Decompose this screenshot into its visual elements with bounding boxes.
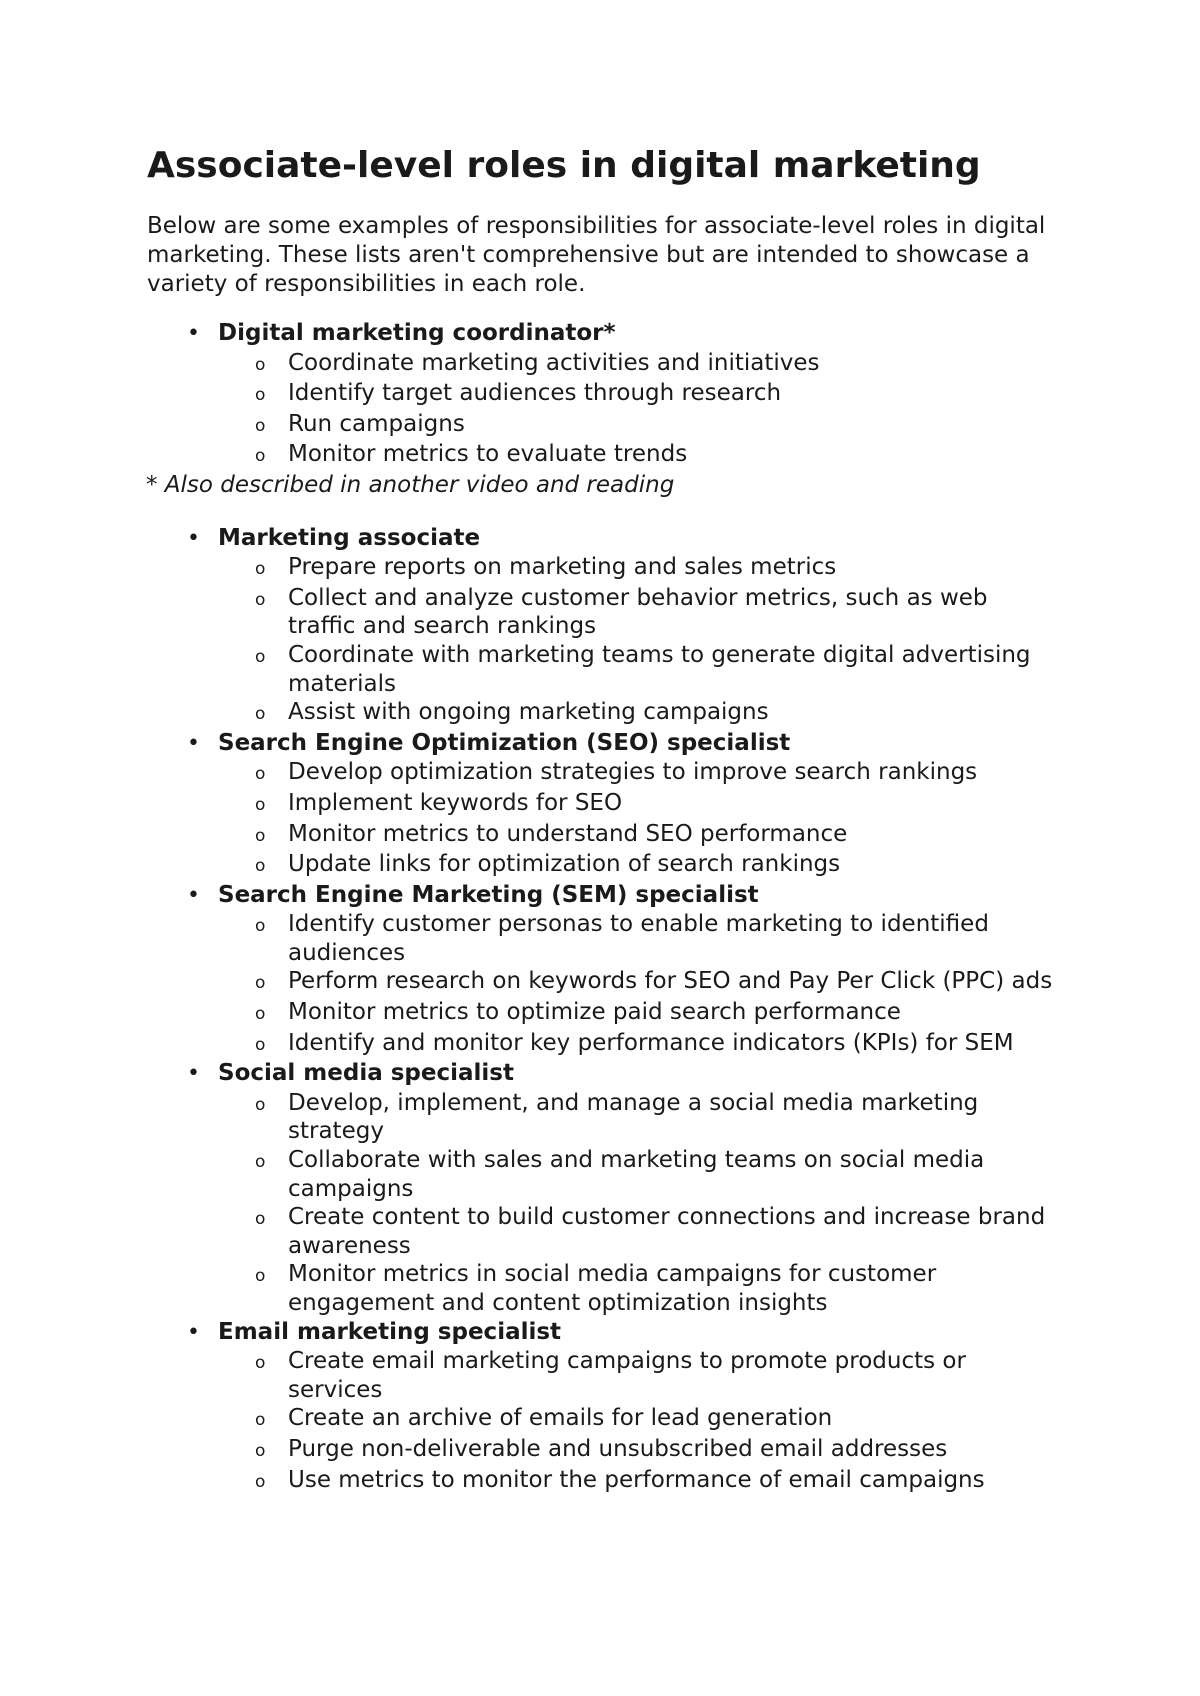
bullet-icon: • [187, 1319, 200, 1345]
duty-text: Coordinate with marketing teams to generate digital advertising materials [288, 641, 1031, 697]
duty-list [147, 910, 1077, 1059]
duty-text: Monitor metrics to evaluate trends [288, 441, 688, 468]
list-item [147, 1029, 1077, 1060]
role-title: Search Engine Optimization (SEO) specialist [218, 729, 791, 756]
duty-text: Monitor metrics in social media campaigns for customer engagement and content optimization insights [288, 1261, 937, 1316]
duty-text: Purge non-deliverable and unsubscribed email addresses [288, 1435, 948, 1462]
duty-text: Create content to build customer connections and increase brand awareness [288, 1204, 1046, 1259]
sub-bullet-icon: o [255, 1353, 266, 1374]
list-item [147, 910, 1077, 967]
list-item [147, 1146, 1077, 1203]
bullet-icon: • [187, 1061, 200, 1087]
duty-text: Develop, implement, and manage a social media marketing strategy [288, 1089, 979, 1145]
duty-text: Monitor metrics to optimize paid search performance [288, 999, 901, 1026]
list-item [147, 641, 1077, 698]
intro-paragraph: Below are some examples of responsibilities for associate-level roles in digital marketing. These lists aren't comprehensive but are intended to showcase a variety of responsibilities in each role. [147, 213, 1046, 297]
duty-text: Use metrics to monitor the performance of email campaigns [288, 1466, 985, 1493]
roles-list [147, 319, 1077, 1496]
list-item [147, 1260, 1077, 1317]
duty-text: Identify target audiences through research [288, 380, 782, 407]
list-item [147, 850, 1077, 881]
duty-text: Create email marketing campaigns to promote products or services [288, 1348, 966, 1403]
duty-text: Implement keywords for SEO [288, 789, 623, 816]
duty-text: Develop optimization strategies to improve search rankings [288, 759, 978, 786]
sub-bullet-icon: o [255, 1034, 266, 1055]
list-item [147, 758, 1077, 789]
list-item [147, 998, 1077, 1029]
role-heading [147, 319, 1077, 349]
list-item [147, 1089, 1077, 1146]
list-item [147, 789, 1077, 820]
role-heading [147, 729, 1077, 759]
duty-text: Prepare reports on marketing and sales metrics [288, 554, 837, 581]
sub-bullet-icon: o [255, 1152, 266, 1173]
duty-list [147, 349, 1077, 471]
page-title: Associate-level roles in digital marketing [147, 145, 981, 186]
sub-bullet-icon: o [255, 446, 266, 467]
role-title: Marketing associate [218, 524, 481, 551]
role-title: Digital marketing coordinator* [218, 320, 616, 346]
duty-text: Collaborate with sales and marketing teams on social media campaigns [288, 1147, 985, 1202]
sub-bullet-icon: o [255, 825, 266, 846]
list-item [147, 553, 1077, 584]
duty-text: Collect and analyze customer behavior metrics, such as web traffic and search rankings [288, 584, 988, 640]
sub-bullet-icon: o [255, 1004, 266, 1025]
bullet-icon: • [187, 882, 200, 908]
role-heading [147, 524, 1077, 554]
duty-text: Monitor metrics to understand SEO performance [288, 820, 848, 847]
list-item [147, 410, 1077, 441]
sub-bullet-icon: o [255, 589, 266, 610]
duty-list [147, 1347, 1077, 1496]
sub-bullet-icon: o [255, 973, 266, 994]
list-item [147, 820, 1077, 851]
role-section [147, 319, 1077, 500]
list-item [147, 440, 1077, 471]
role-title: Email marketing specialist [218, 1318, 562, 1345]
sub-bullet-icon: o [255, 1471, 266, 1492]
list-item [147, 1466, 1077, 1497]
sub-bullet-icon: o [255, 794, 266, 815]
sub-bullet-icon: o [255, 1094, 266, 1115]
sub-bullet-icon: o [255, 704, 266, 725]
bullet-icon: • [187, 730, 200, 756]
list-item [147, 1435, 1077, 1466]
sub-bullet-icon: o [255, 1266, 266, 1287]
role-section [147, 881, 1077, 1060]
duty-text: Run campaigns [288, 410, 465, 437]
footnote: * Also described in another video and reading [146, 471, 675, 498]
sub-bullet-icon: o [255, 385, 266, 406]
role-section [147, 524, 1077, 729]
role-title: Search Engine Marketing (SEM) specialist [218, 881, 759, 908]
list-item [147, 1203, 1077, 1260]
duty-list [147, 553, 1077, 729]
role-heading [147, 1318, 1077, 1348]
list-item [147, 1347, 1077, 1404]
role-section [147, 729, 1077, 881]
sub-bullet-icon: o [255, 1440, 266, 1461]
bullet-icon: • [187, 525, 200, 551]
list-item [147, 698, 1077, 729]
list-item [147, 1404, 1077, 1435]
duty-list [147, 1089, 1077, 1318]
sub-bullet-icon: o [255, 1209, 266, 1230]
duty-text: Update links for optimization of search rankings [288, 851, 841, 878]
duty-text: Coordinate marketing activities and initiatives [288, 349, 820, 376]
role-heading [147, 1059, 1077, 1089]
sub-bullet-icon: o [255, 646, 266, 667]
sub-bullet-icon: o [255, 559, 266, 580]
duty-text: Identify customer personas to enable marketing to identified audiences [288, 911, 989, 966]
role-heading [147, 881, 1077, 911]
bullet-icon: • [187, 321, 200, 346]
duty-text: Identify and monitor key performance indicators (KPIs) for SEM [288, 1029, 1014, 1056]
list-item [147, 349, 1077, 380]
sub-bullet-icon: o [255, 856, 266, 877]
role-title: Social media specialist [218, 1060, 514, 1087]
duty-list [147, 758, 1077, 880]
sub-bullet-icon: o [255, 354, 266, 375]
list-item [147, 584, 1077, 641]
duty-text: Assist with ongoing marketing campaigns [288, 699, 769, 726]
sub-bullet-icon: o [255, 916, 266, 937]
role-section [147, 1318, 1077, 1497]
sub-bullet-icon: o [255, 764, 266, 785]
sub-bullet-icon: o [255, 415, 266, 436]
duty-text: Perform research on keywords for SEO and Pay Per Click (PPC) ads [288, 968, 1053, 995]
list-item [147, 379, 1077, 410]
role-section [147, 1059, 1077, 1317]
list-item [147, 967, 1077, 998]
duty-text: Create an archive of emails for lead generation [288, 1405, 833, 1432]
sub-bullet-icon: o [255, 1410, 266, 1431]
